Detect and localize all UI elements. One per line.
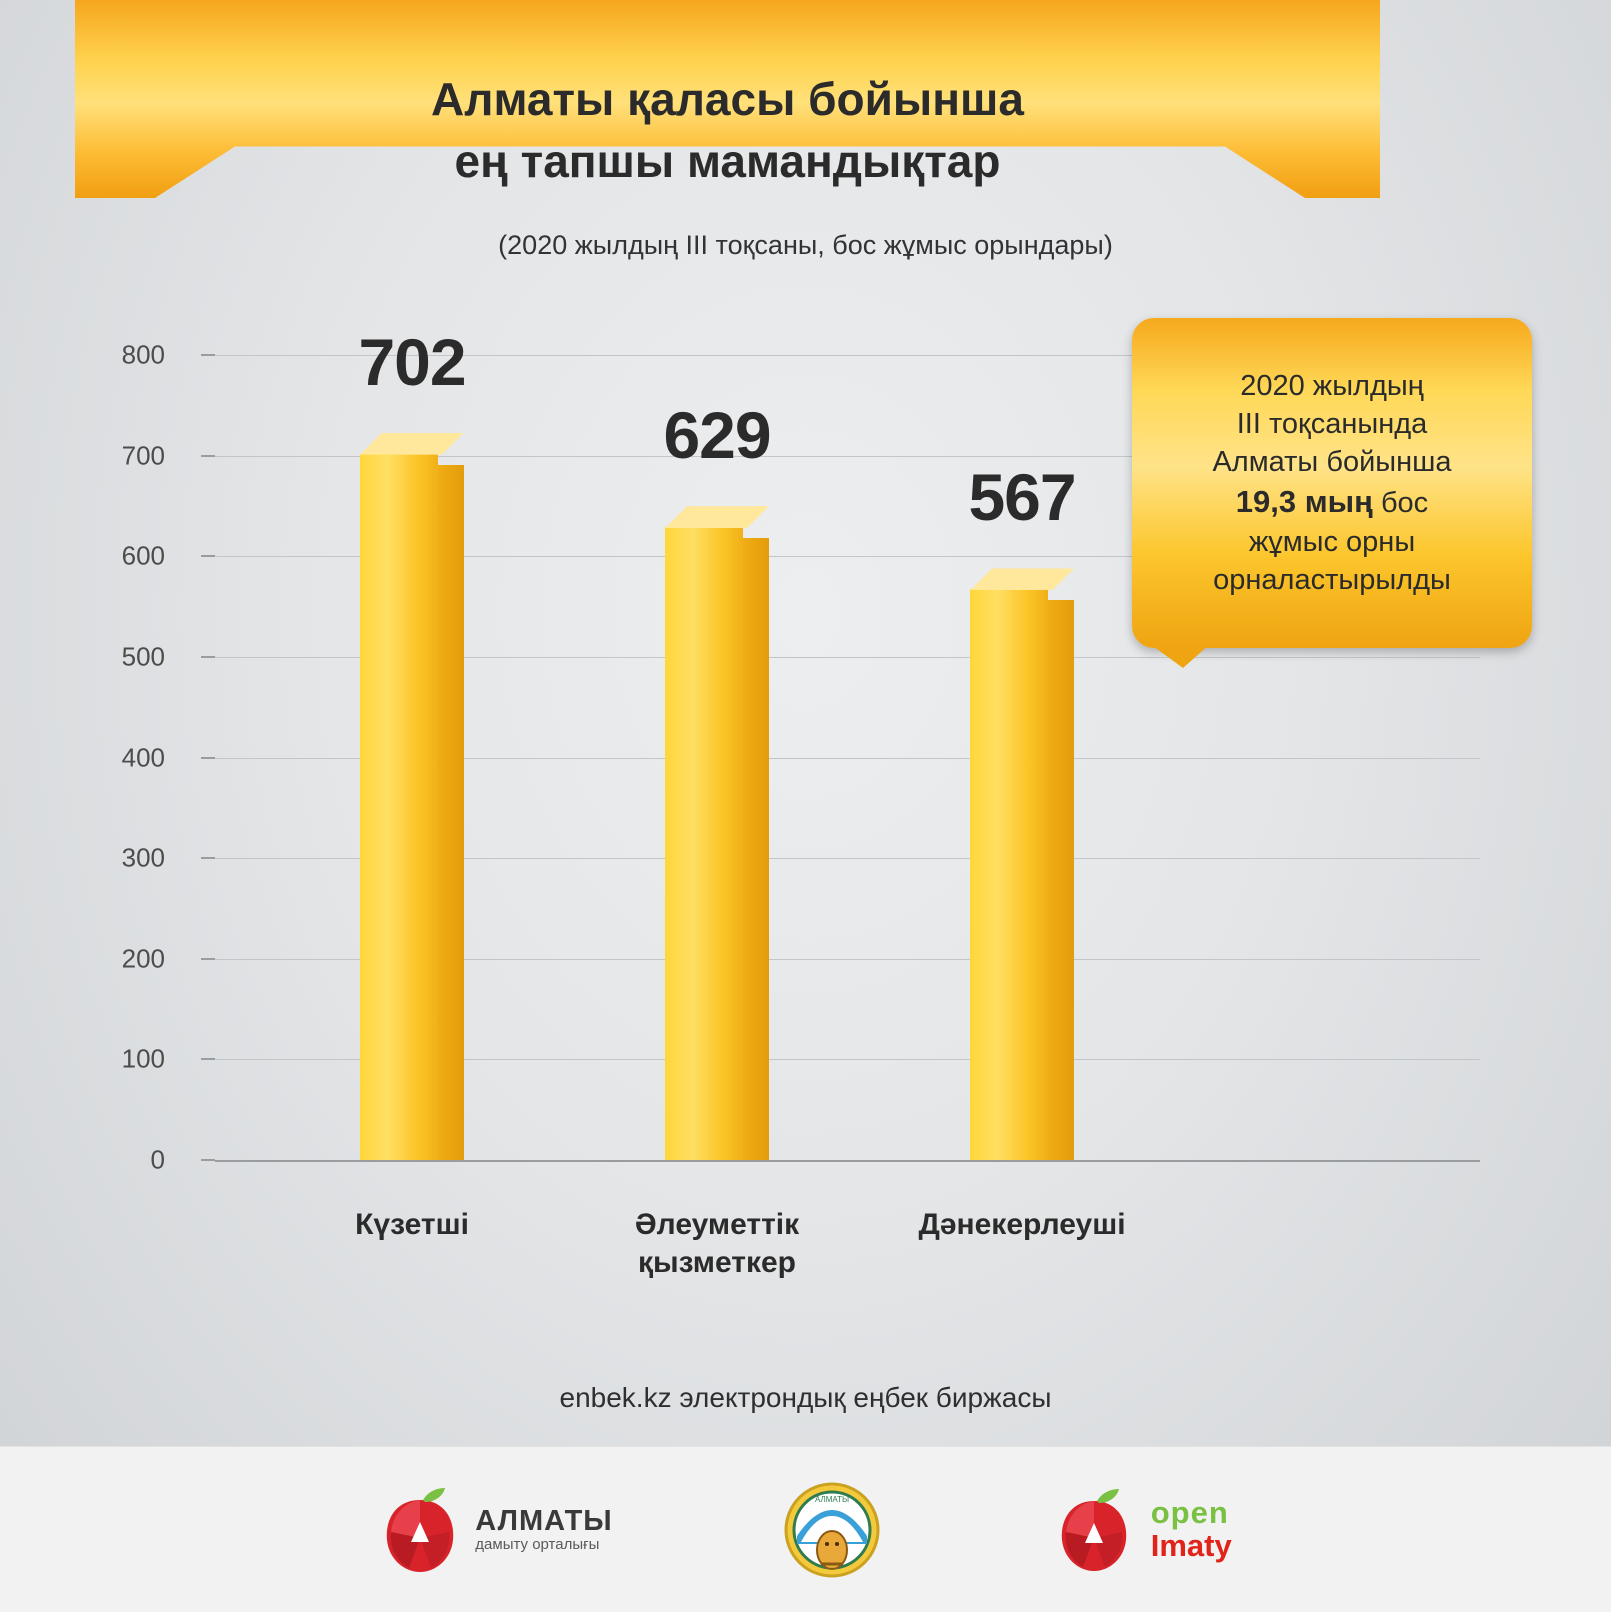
callout-box (1132, 318, 1532, 648)
y-axis-tick-label: 800 (121, 339, 165, 370)
callout-line-6: орналастырылды (1213, 563, 1451, 596)
source-label: enbek.kz электрондық еңбек биржасы (559, 1382, 1052, 1413)
bar-front-face (360, 454, 438, 1160)
y-axis-tick-label: 700 (121, 440, 165, 471)
almaty-logo-line1: АЛМАТЫ (475, 1505, 613, 1538)
apple-logo-icon (379, 1486, 461, 1574)
logo-row (0, 1447, 1611, 1612)
y-axis-tick-label: 500 (121, 641, 165, 672)
y-axis-tick-mark (201, 455, 215, 457)
y-axis-tick-label: 300 (121, 842, 165, 873)
y-axis-tick-mark (201, 757, 215, 759)
x-axis-category-label: Дәнекерлеуші (918, 1208, 1126, 1241)
bar-front-face (970, 589, 1048, 1160)
y-axis-tick-mark (201, 958, 215, 960)
open-almaty-text (1150, 1494, 1232, 1563)
y-axis-tick-label: 600 (121, 540, 165, 571)
bar-top-face (970, 568, 1074, 590)
bar-side-face (743, 538, 769, 1160)
y-axis-tick-mark (201, 354, 215, 356)
callout-line-4: бос (1380, 486, 1429, 519)
callout-line-3: Алматы бойынша (1212, 446, 1452, 479)
open-logo-line1: open (1150, 1494, 1229, 1530)
bar-top-face (360, 433, 464, 455)
bar (665, 527, 743, 1160)
y-axis-tick-mark (201, 1058, 215, 1060)
y-axis-tick-mark (201, 656, 215, 658)
open-logo-line2: Imaty (1150, 1527, 1232, 1563)
y-axis-tick-mark (201, 1159, 215, 1161)
coat-of-arms-icon (783, 1480, 881, 1580)
bar (360, 454, 438, 1160)
y-axis-tick-mark (201, 555, 215, 557)
bar-top-face (665, 506, 769, 528)
bar-side-face (438, 465, 464, 1160)
almaty-development-center-logo (379, 1486, 612, 1574)
callout-line-2: III тоқсанында (1236, 408, 1428, 441)
page-title: Алматы қаласы бойынша ең тапшы мамандықтар (431, 73, 1024, 188)
bar (970, 589, 1048, 1160)
bar-front-face (665, 527, 743, 1160)
open-almaty-logo (1051, 1485, 1232, 1575)
callout-text (1152, 367, 1512, 599)
y-axis-tick-label: 100 (121, 1043, 165, 1074)
y-axis-tick-label: 0 (150, 1144, 165, 1175)
y-axis-tick-mark (201, 857, 215, 859)
callout-highlight: 19,3 мың (1235, 483, 1373, 519)
almaty-logo-line2: дамыту орталығы (475, 1535, 600, 1553)
gridline (215, 1160, 1480, 1162)
almaty-logo-text (475, 1506, 612, 1552)
x-axis-category-label: Күзетші (355, 1208, 469, 1241)
callout-line-1: 2020 жылдың (1240, 369, 1424, 402)
y-axis-tick-label: 200 (121, 943, 165, 974)
bar-side-face (1048, 600, 1074, 1160)
bar-value-label: 702 (358, 324, 466, 399)
open-apple-icon (1051, 1485, 1137, 1575)
bar-value-label: 567 (968, 460, 1076, 535)
almaty-coat-of-arms (783, 1480, 881, 1580)
page-subtitle: (2020 жылдың III тоқсаны, бос жұмыс орындары) (498, 230, 1113, 260)
bar-value-label: 629 (663, 398, 771, 473)
svg-text:АЛМАТЫ: АЛМАТЫ (814, 1494, 849, 1504)
y-axis-tick-label: 400 (121, 742, 165, 772)
x-axis-category-label: Әлеуметтік қызметкер (634, 1208, 800, 1279)
callout-line-5: жұмыс орны (1248, 525, 1416, 558)
